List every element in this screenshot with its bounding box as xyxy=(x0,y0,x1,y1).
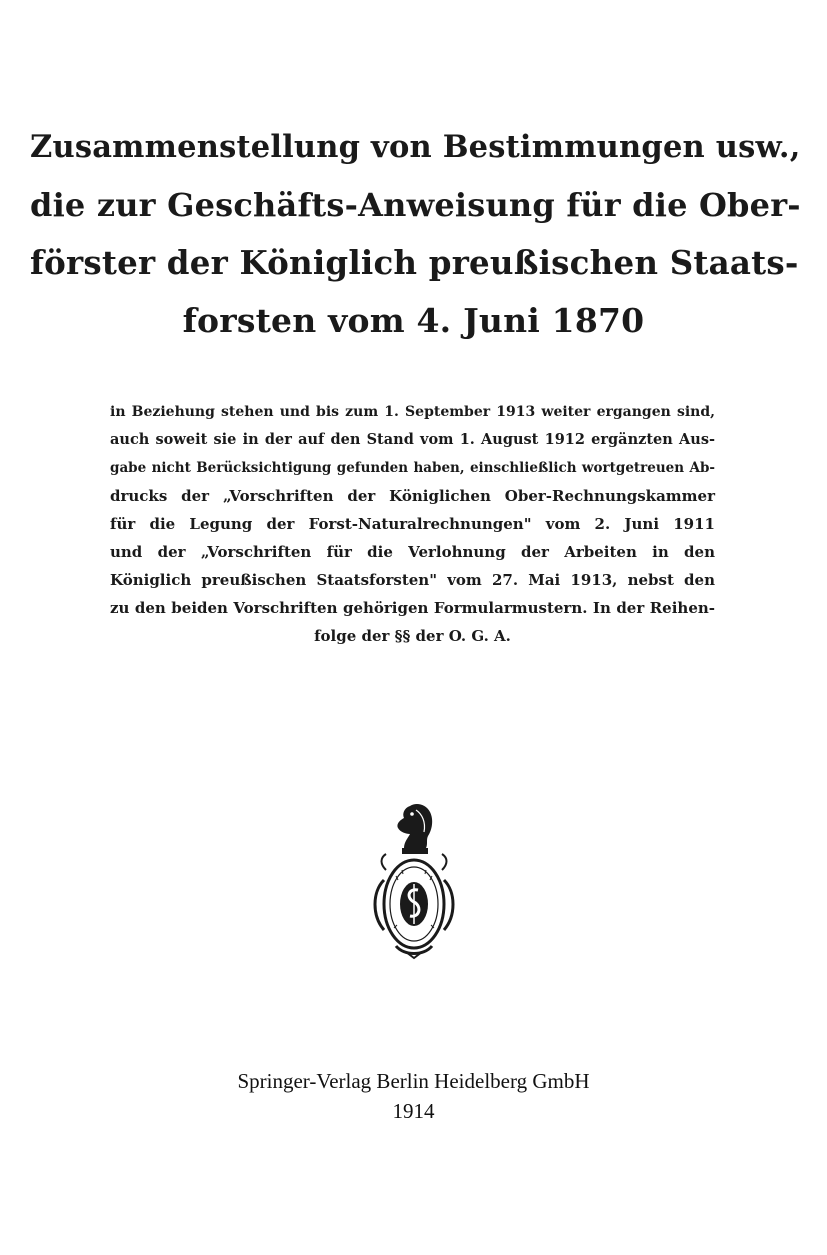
title-line: die zur Geschäfts-Anweisung für die Ober- xyxy=(30,186,801,224)
subtitle-line: drucks der „Vorschriften der Königlichen Ober-Rechnungskammer xyxy=(110,487,715,505)
publisher-block xyxy=(0,1066,827,1126)
subtitle-line: zu den beiden Vorschriften gehörigen Formularmustern. In der Reihen- xyxy=(110,599,715,617)
subtitle-line: Königlich preußischen Staatsforsten" vom 27. Mai 1913, nebst den xyxy=(110,571,715,589)
subtitle-line: folge der §§ der O. G. A. xyxy=(314,627,511,645)
subtitle-paragraph xyxy=(110,398,715,650)
publisher-name: Springer-Verlag Berlin Heidelberg GmbH xyxy=(237,1069,590,1093)
subtitle-line: gabe nicht Berücksichtigung gefunden haben, einschließlich wortgetreuen Ab- xyxy=(110,460,715,476)
title-line: förster der Königlich preußischen Staats- xyxy=(30,243,799,282)
subtitle-line: auch soweit sie in der auf den Stand vom 1. August 1912 ergänzten Aus- xyxy=(110,431,715,448)
subtitle-line: und der „Vorschriften für die Verlohnung der Arbeiten in den xyxy=(110,543,715,561)
publication-year: 1914 xyxy=(392,1099,435,1123)
book-title xyxy=(30,118,801,350)
springer-knight-emblem-icon xyxy=(366,800,462,960)
subtitle-line: in Beziehung stehen und bis zum 1. September 1913 weiter ergangen sind, xyxy=(110,404,715,420)
title-line: forsten vom 4. Juni 1870 xyxy=(182,301,645,340)
subtitle-line: für die Legung der Forst-Naturalrechnungen" vom 2. Juni 1911 xyxy=(110,515,715,533)
title-line: Zusammenstellung von Bestimmungen usw., xyxy=(30,129,801,165)
